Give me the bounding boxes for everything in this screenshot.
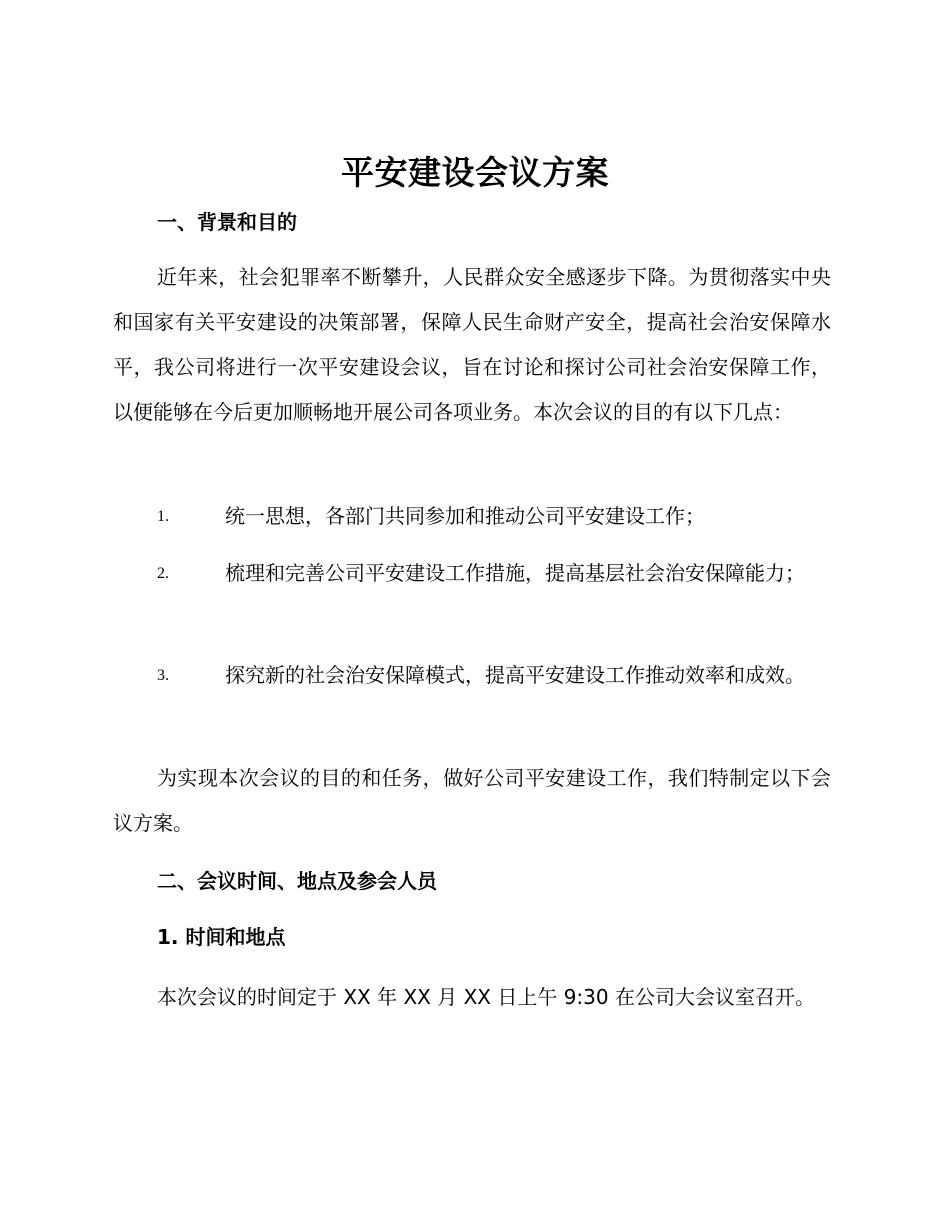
intro-paragraph: 近年来，社会犯罪率不断攀升，人民群众安全感逐步下降。为贯彻落实中央和国家有关平安建设的决策部署，保障人民生命财产安全，提高社会治安保障水平，我公司将进行一次平安建设会议，旨在讨论和探讨公司社会治安保障工作，以便能够在今后更加顺畅地开展公司各项业务。本次会议的目的有以下几点： [113, 265, 831, 424]
subsection-heading-time-place: 1. 时间和地点 [157, 925, 286, 949]
section-heading-background: 一、背景和目的 [157, 210, 297, 234]
list-item-text: 统一思想，各部门共同参加和推动公司平安建设工作； [225, 504, 705, 528]
list-item-text: 梳理和完善公司平安建设工作措施，提高基层社会治安保障能力； [225, 561, 805, 585]
list-item [113, 653, 831, 698]
list-item-text: 探究新的社会治安保障模式，提高平安建设工作推动效率和成效。 [225, 663, 805, 687]
list-number: 3. [157, 667, 169, 684]
list-item [113, 494, 831, 539]
closing-paragraph: 为实现本次会议的目的和任务，做好公司平安建设工作，我们特制定以下会议方案。 [113, 766, 831, 835]
list-number: 2. [157, 565, 169, 582]
document-title: 平安建设会议方案 [341, 153, 609, 192]
section-heading-meeting-info: 二、会议时间、地点及参会人员 [157, 869, 437, 893]
list-number: 1. [157, 508, 169, 525]
time-place-text: 本次会议的时间定于 XX 年 XX 月 XX 日上午 9:30 在公司大会议室召开。 [157, 985, 815, 1009]
list-item [113, 551, 831, 596]
